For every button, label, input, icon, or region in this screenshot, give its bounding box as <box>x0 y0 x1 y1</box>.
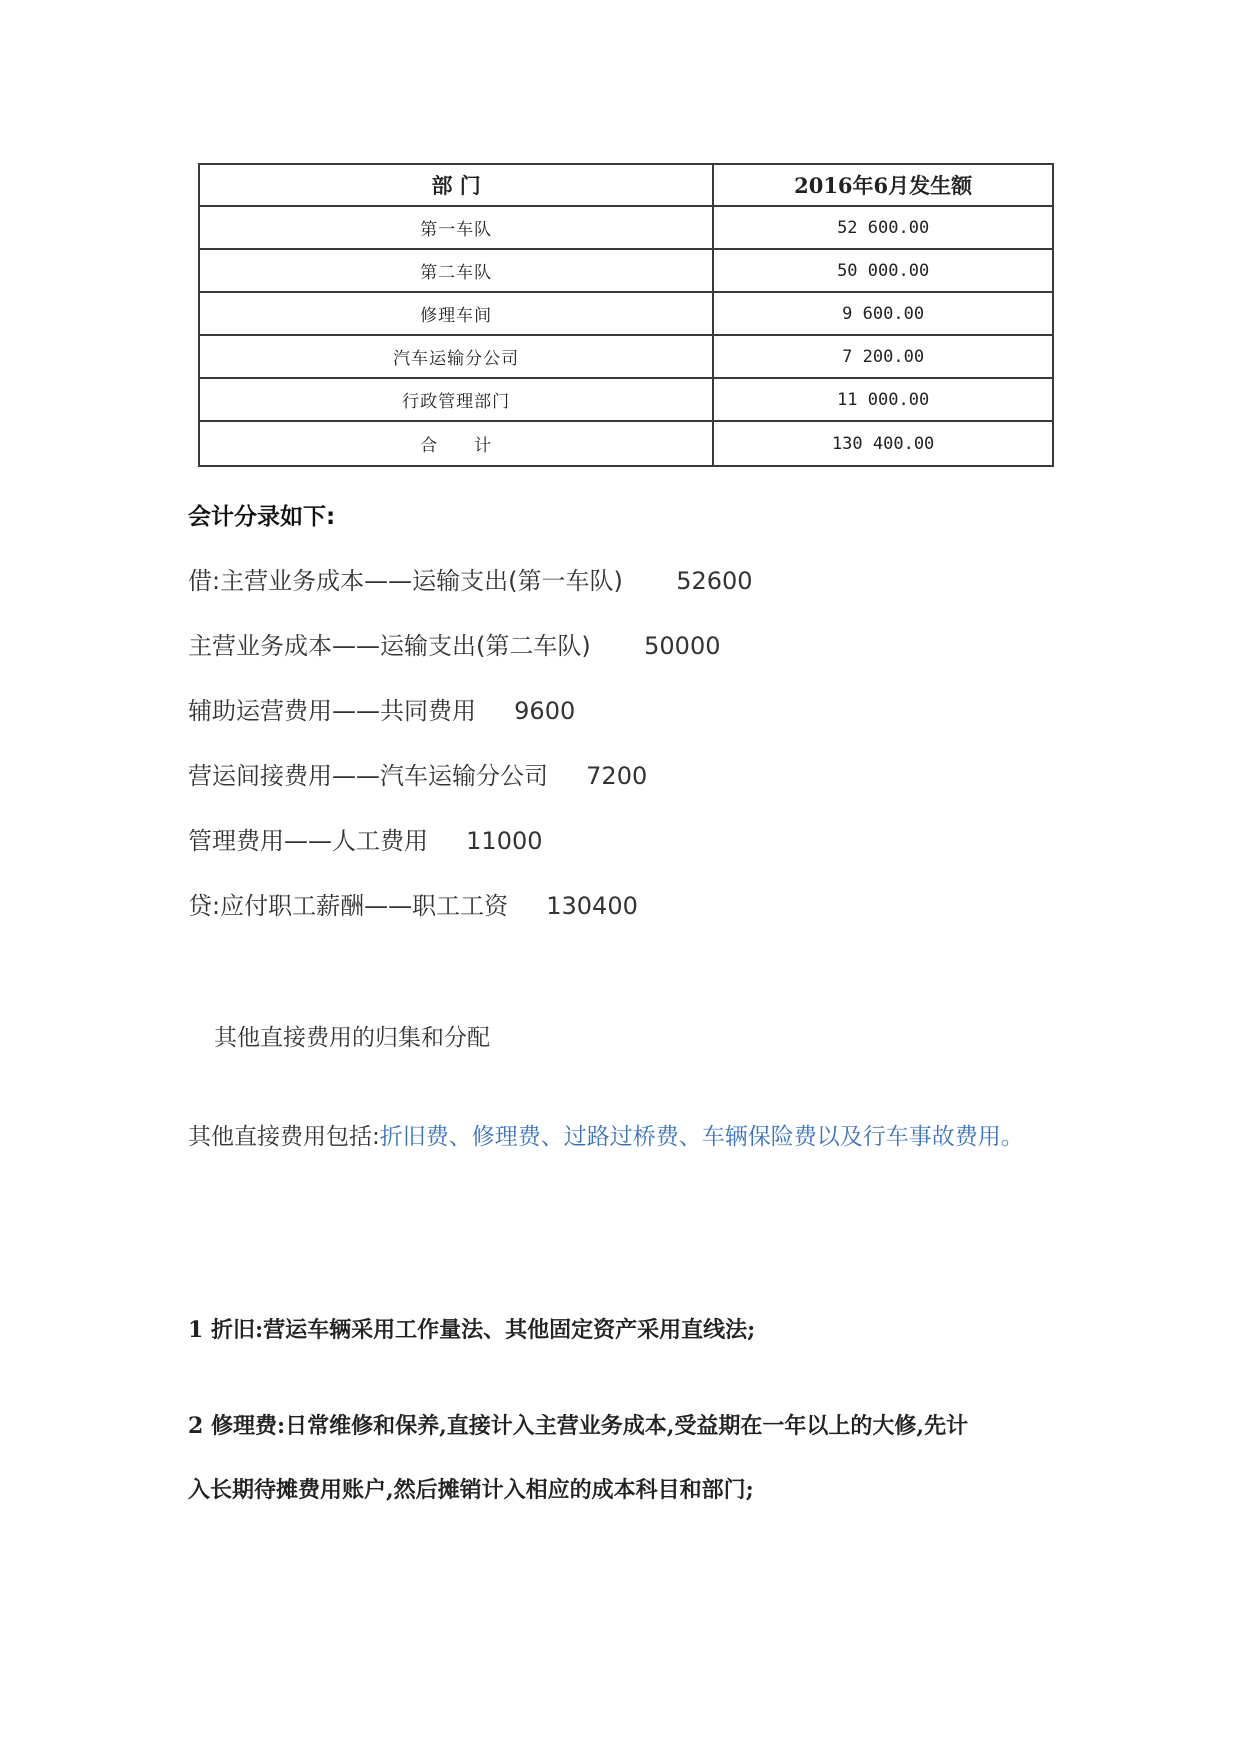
journal-entry <box>188 626 721 661</box>
section-title: 其他直接费用的归集和分配 <box>214 1025 490 1051</box>
table-row <box>199 206 1053 249</box>
includes-highlight: 折旧费、修理费、过路过桥费、车辆保险费以及行车事故费用。 <box>379 1124 1024 1150</box>
journal-entry <box>188 821 543 856</box>
item-repair-line1: 2 修理费:日常维修和保养,直接计入主营业务成本,受益期在一年以上的大修,先计 <box>188 1413 969 1439</box>
entry-amount: 50000 <box>644 632 721 660</box>
row-amount: 50 000.00 <box>713 249 1053 292</box>
entries-heading: 会计分录如下: <box>188 504 336 530</box>
entry-amount: 130400 <box>546 892 638 920</box>
entry-text: 主营业务成本——运输支出(第二车队) <box>188 632 591 660</box>
includes-paragraph <box>188 1118 1024 1151</box>
journal-entry <box>188 691 575 726</box>
entry-text: 贷:应付职工薪酬——职工工资 <box>188 892 509 920</box>
department-expense-table <box>198 163 1054 467</box>
header-department: 部 门 <box>199 164 713 206</box>
row-amount: 52 600.00 <box>713 206 1053 249</box>
entry-amount: 11000 <box>466 827 543 855</box>
table-total-row <box>199 421 1053 466</box>
table-row <box>199 249 1053 292</box>
header-amount: 2016年6月发生额 <box>713 164 1053 206</box>
item-depreciation: 1 折旧:营运车辆采用工作量法、其他固定资产采用直线法; <box>188 1317 756 1343</box>
entry-text: 营运间接费用——汽车运输分公司 <box>188 762 548 790</box>
item-repair-line2: 入长期待摊费用账户,然后摊销计入相应的成本科目和部门; <box>188 1477 754 1503</box>
table-header-row <box>199 164 1053 206</box>
table-row <box>199 378 1053 421</box>
total-amount: 130 400.00 <box>713 421 1053 466</box>
row-amount: 7 200.00 <box>713 335 1053 378</box>
entry-amount: 9600 <box>514 697 576 725</box>
row-department: 行政管理部门 <box>199 378 713 421</box>
journal-entry <box>188 561 753 596</box>
entry-amount: 7200 <box>586 762 648 790</box>
row-department: 第二车队 <box>199 249 713 292</box>
table-row <box>199 335 1053 378</box>
entry-amount: 52600 <box>676 567 753 595</box>
row-department: 修理车间 <box>199 292 713 335</box>
journal-entry <box>188 886 638 921</box>
journal-entry <box>188 756 647 791</box>
row-amount: 9 600.00 <box>713 292 1053 335</box>
row-amount: 11 000.00 <box>713 378 1053 421</box>
row-department: 第一车队 <box>199 206 713 249</box>
includes-prefix: 其他直接费用包括: <box>188 1124 380 1150</box>
entry-text: 借:主营业务成本——运输支出(第一车队) <box>188 567 623 595</box>
entry-text: 辅助运营费用——共同费用 <box>188 697 476 725</box>
total-label: 合 计 <box>199 421 713 466</box>
entry-text: 管理费用——人工费用 <box>188 827 428 855</box>
table-row <box>199 292 1053 335</box>
row-department: 汽车运输分公司 <box>199 335 713 378</box>
